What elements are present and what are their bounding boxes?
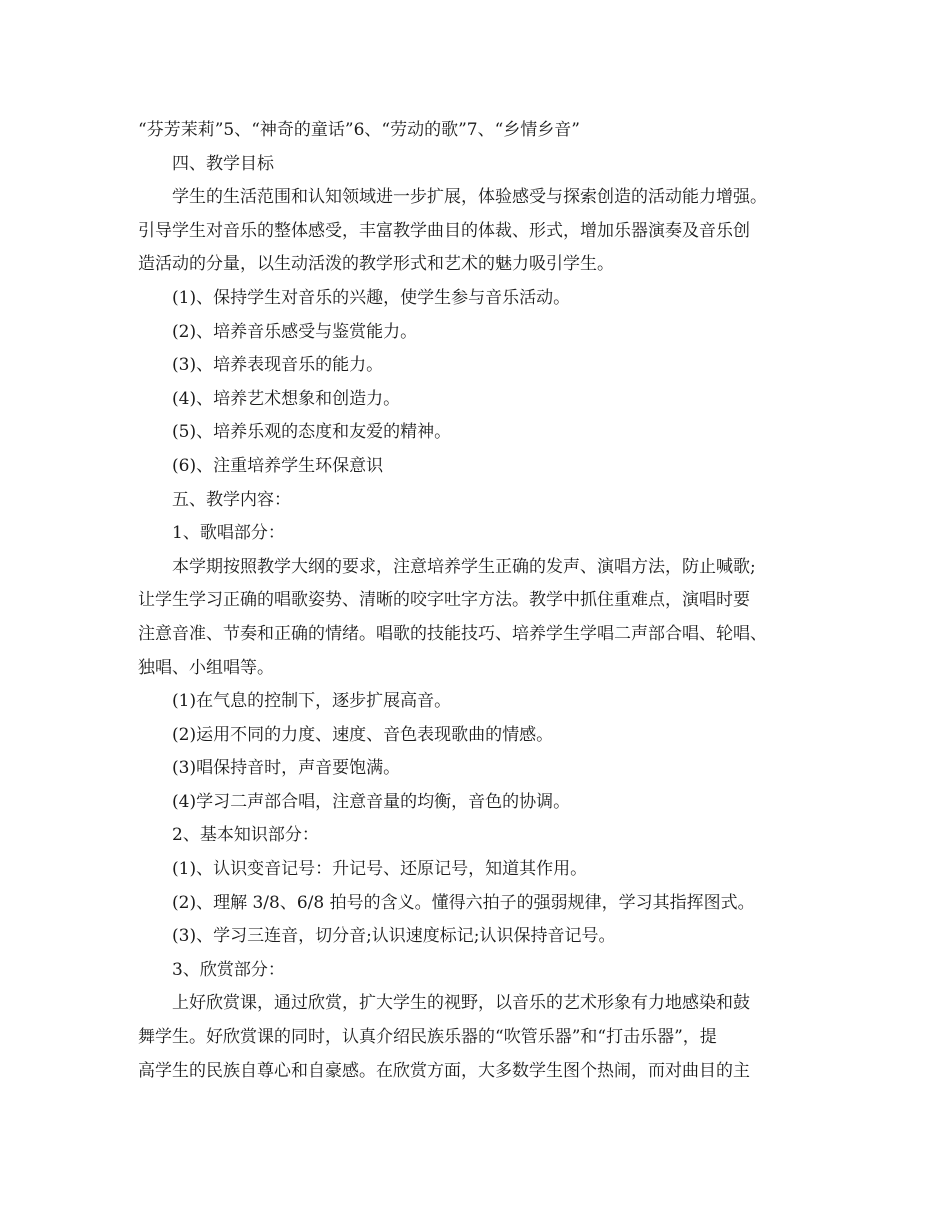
document-body [138,114,838,1088]
text-line: (3)、培养表现音乐的能力。 [172,355,384,376]
text-line: 本学期按照教学大纲的要求，注意培养学生正确的发声、演唱方法，防止喊歌; [172,556,756,577]
text-line: 3、欣赏部分： [172,959,285,980]
text-line: 五、教学内容： [172,489,291,510]
text-line: (4)、培养艺术想象和创造力。 [172,388,401,409]
text-line: 舞学生。好欣赏课的同时，认真介绍民族乐器的“吹管乐器”和“打击乐器”，提 [138,1027,717,1048]
text-line: (6)、注重培养学生环保意识 [172,455,384,476]
text-line: 上好欣赏课，通过欣赏，扩大学生的视野，以音乐的艺术形象有力地感染和鼓 [172,993,750,1014]
text-line: 引导学生对音乐的整体感受，丰富教学曲目的体裁、形式，增加乐器演奏及音乐创 [138,220,750,241]
text-line: 造活动的分量，以生动活泼的教学形式和艺术的魅力吸引学生。 [138,254,614,275]
text-line: (1)、认识变音记号：升记号、还原记号，知道其作用。 [172,859,588,880]
text-line: 1、歌唱部分： [172,523,285,544]
text-line: (1)、保持学生对音乐的兴趣，使学生参与音乐活动。 [172,287,571,308]
text-line: 让学生学习正确的唱歌姿势、清晰的咬字吐字方法。教学中抓住重难点，演唱时要 [138,590,750,611]
text-line: (3)唱保持音时，声音要饱满。 [172,758,401,779]
text-line: 2、基本知识部分： [172,825,319,846]
text-line: (2)运用不同的力度、速度、音色表现歌曲的情感。 [172,724,554,745]
text-line: (2)、培养音乐感受与鉴赏能力。 [172,321,418,342]
text-line: 独唱、小组唱等。 [138,657,274,678]
text-line: (3)、学习三连音，切分音;认识速度标记;认识保持音记号。 [172,926,616,947]
text-line: (1)在气息的控制下，逐步扩展高音。 [172,691,452,712]
text-line: 高学生的民族自尊心和自豪感。在欣赏方面，大多数学生图个热闹，而对曲目的主 [138,1060,750,1081]
text-line: (5)、培养乐观的态度和友爱的精神。 [172,422,452,443]
text-line: (4)学习二声部合唱，注意音量的均衡，音色的协调。 [172,791,571,812]
text-line: 学生的生活范围和认知领域进一步扩展，体验感受与探索创造的活动能力增强。 [172,187,767,208]
text-line: “芬芳茉莉”5、“神奇的童话”6、“劳动的歌”7、“乡情乡音” [138,120,580,140]
text-line: (2)、理解 3/8、6/8 拍号的含义。懂得六拍子的强弱规律，学习其指挥图式。 [172,892,755,913]
text-line: 四、教学目标 [172,153,274,174]
text-line: 注意音准、节奏和正确的情绪。唱歌的技能技巧、培养学生学唱二声部合唱、轮唱、 [138,623,767,644]
